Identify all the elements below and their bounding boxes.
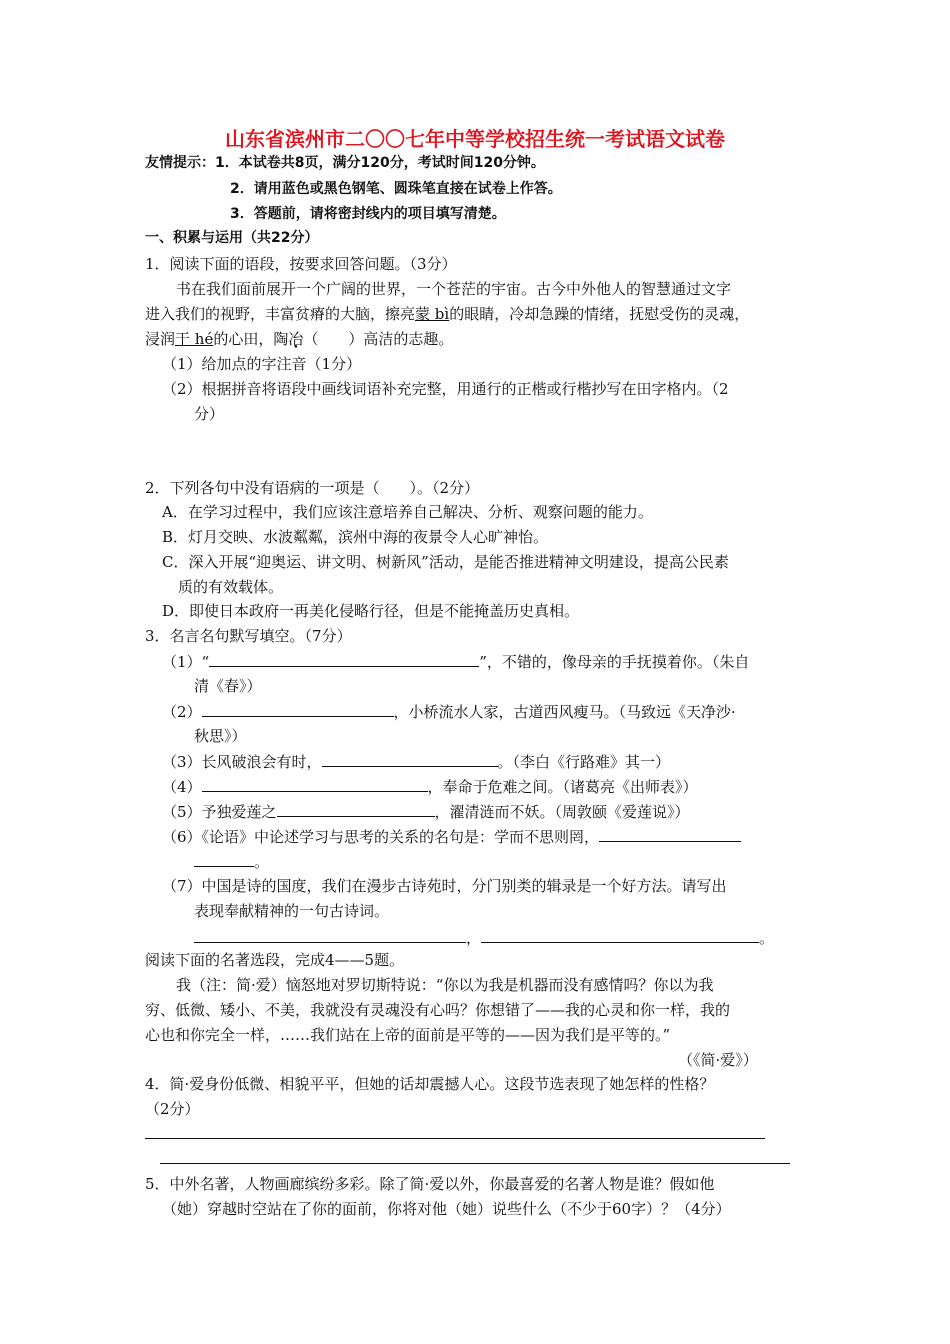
text: （2） bbox=[162, 703, 202, 721]
q5-stem-cont: （她）穿越时空站在了你的面前，你将对他（她）说些什么（不少于60字）？（4分） bbox=[162, 1200, 731, 1218]
blank-line[interactable] bbox=[277, 801, 435, 817]
q1-sub-1: （1）给加点的字注音（1分） bbox=[162, 355, 362, 373]
reading-para-2: 穷、低微、矮小、不美，我就没有灵魂没有心吗？你想错了——我的心灵和你一样，我的 bbox=[145, 1001, 731, 1019]
q3-item-4 bbox=[162, 776, 698, 797]
q2-option-d: D．即使日本政府一再美化侵略行径，但是不能掩盖历史真相。 bbox=[162, 602, 580, 620]
q3-item-6-cont bbox=[194, 851, 269, 872]
reading-para-3: 心也和你完全一样，……我们站在上帝的面前是平等的——因为我们是平等的。” bbox=[145, 1026, 671, 1044]
text: 。 bbox=[254, 853, 270, 871]
text: 浸润 bbox=[145, 330, 176, 348]
tip-1: 1．本试卷共8页，满分120分，考试时间120分钟。 bbox=[215, 155, 545, 171]
q3-item-2 bbox=[162, 701, 736, 722]
q3-item-6 bbox=[162, 826, 741, 847]
q3-item-2-cont: 秋思》） bbox=[194, 727, 247, 745]
dotted-char: 冶 bbox=[288, 330, 304, 348]
text: （ ）高洁的志趣。 bbox=[303, 330, 454, 348]
q2-stem: 2．下列各句中没有语病的一项是（ ）。（2分） bbox=[145, 479, 480, 497]
underlined-word: 干 hé bbox=[175, 330, 214, 348]
tips-line-1 bbox=[145, 153, 545, 173]
reading-para-1: 我（注：简·爱）恼怒地对罗切斯特说：“你以为我是机器而没有感情吗？你以为我 bbox=[176, 976, 714, 994]
q1-para-line-3 bbox=[145, 329, 453, 349]
text: （5）予独爱莲之 bbox=[162, 803, 277, 821]
q3-item-7-answer bbox=[194, 927, 774, 948]
text: 的心田，陶 bbox=[213, 330, 289, 348]
q2-option-b: B．灯月交映、水波粼粼，滨州中海的夜景令人心旷神怡。 bbox=[162, 528, 549, 546]
q3-item-7-cont: 表现奉献精神的一句古诗词。 bbox=[194, 902, 390, 920]
q4-stem-cont: （2分） bbox=[145, 1100, 200, 1118]
blank-line[interactable] bbox=[209, 651, 479, 667]
q4-stem: 4．简·爱身份低微、相貌平平，但她的话却震撼人心。这段节选表现了她怎样的性格？ bbox=[145, 1075, 715, 1093]
blank-line[interactable] bbox=[322, 751, 498, 767]
text: 。 bbox=[759, 929, 775, 947]
reading-intro: 阅读下面的名著选段，完成4——5题。 bbox=[145, 951, 405, 969]
text: （1）“ bbox=[162, 653, 210, 671]
tip-2: 2．请用蓝色或黑色钢笔、圆珠笔直接在试卷上作答。 bbox=[230, 181, 562, 197]
reading-source: （《简·爱》） bbox=[678, 1051, 758, 1069]
answer-line[interactable] bbox=[160, 1163, 790, 1164]
text: ，奉命于危难之间。（诸葛亮《出师表》） bbox=[427, 778, 698, 796]
q3-item-1-cont: 清《春》） bbox=[194, 677, 262, 695]
q3-item-3 bbox=[162, 751, 670, 772]
underlined-word: 蒙 bì bbox=[415, 305, 450, 323]
blank-line[interactable] bbox=[202, 701, 394, 717]
answer-line[interactable] bbox=[145, 1138, 765, 1139]
q3-item-1 bbox=[162, 651, 749, 672]
q3-stem: 3．名言名句默写填空。（7分） bbox=[145, 627, 352, 645]
text: 的眼睛，冷却急躁的情绪，抚慰受伤的灵魂， bbox=[449, 305, 750, 323]
page-title: 山东省滨州市二〇〇七年中等学校招生统一考试语文试卷 bbox=[225, 127, 725, 151]
text: ， bbox=[466, 929, 482, 947]
blank-line[interactable] bbox=[481, 927, 759, 943]
text: ，小桥流水人家，古道西风瘦马。（马致远《天净沙· bbox=[393, 703, 736, 721]
text: （4） bbox=[162, 778, 202, 796]
text: ，濯清涟而不妖。（周敦颐《爱莲说》） bbox=[434, 803, 690, 821]
blank-line[interactable] bbox=[202, 776, 428, 792]
q2-option-c: C．深入开展“迎奥运、讲文明、树新风”活动，是能否推进精神文明建设，提高公民素 bbox=[162, 553, 729, 571]
tips-label: 友情提示： bbox=[145, 155, 215, 171]
section-heading: 一、积累与运用（共22分） bbox=[145, 230, 319, 246]
q1-sub-2-cont: 分） bbox=[194, 405, 225, 423]
q1-sub-2: （2）根据拼音将语段中画线词语补充完整，用通行的正楷或行楷抄写在田字格内。（2 bbox=[162, 380, 729, 398]
q2-option-a: A．在学习过程中，我们应该注意培养自己解决、分析、观察问题的能力。 bbox=[162, 503, 653, 521]
text: 。（李白《行路难》其一） bbox=[497, 753, 671, 771]
text: （3）长风破浪会有时， bbox=[162, 753, 322, 771]
q5-stem: 5．中外名著，人物画廊缤纷多彩。除了简·爱以外，你最喜爱的名著人物是谁？假如他 bbox=[145, 1175, 715, 1193]
blank-line[interactable] bbox=[599, 826, 741, 842]
tip-3: 3．答题前，请将密封线内的项目填写清楚。 bbox=[230, 206, 506, 222]
text: （6）《论语》中论述学习与思考的关系的名句是：学而不思则罔， bbox=[162, 828, 600, 846]
q3-item-5 bbox=[162, 801, 690, 822]
q1-para-line-1: 书在我们面前展开一个广阔的世界，一个苍茫的宇宙。古今中外他人的智慧通过文字 bbox=[176, 280, 732, 298]
text: 进入我们的视野，丰富贫瘠的大脑，擦亮 bbox=[145, 305, 416, 323]
q1-para-line-2 bbox=[145, 304, 749, 324]
blank-line[interactable] bbox=[194, 927, 466, 943]
q1-stem: 1．阅读下面的语段，按要求回答问题。（3分） bbox=[145, 255, 457, 273]
q2-option-c-cont: 质的有效载体。 bbox=[178, 578, 284, 596]
blank-line[interactable] bbox=[194, 851, 254, 867]
q3-item-7: （7）中国是诗的国度，我们在漫步古诗苑时，分门别类的辑录是一个好方法。请写出 bbox=[162, 877, 727, 895]
text: ”，不错的，像母亲的手抚摸着你。（朱自 bbox=[479, 653, 750, 671]
